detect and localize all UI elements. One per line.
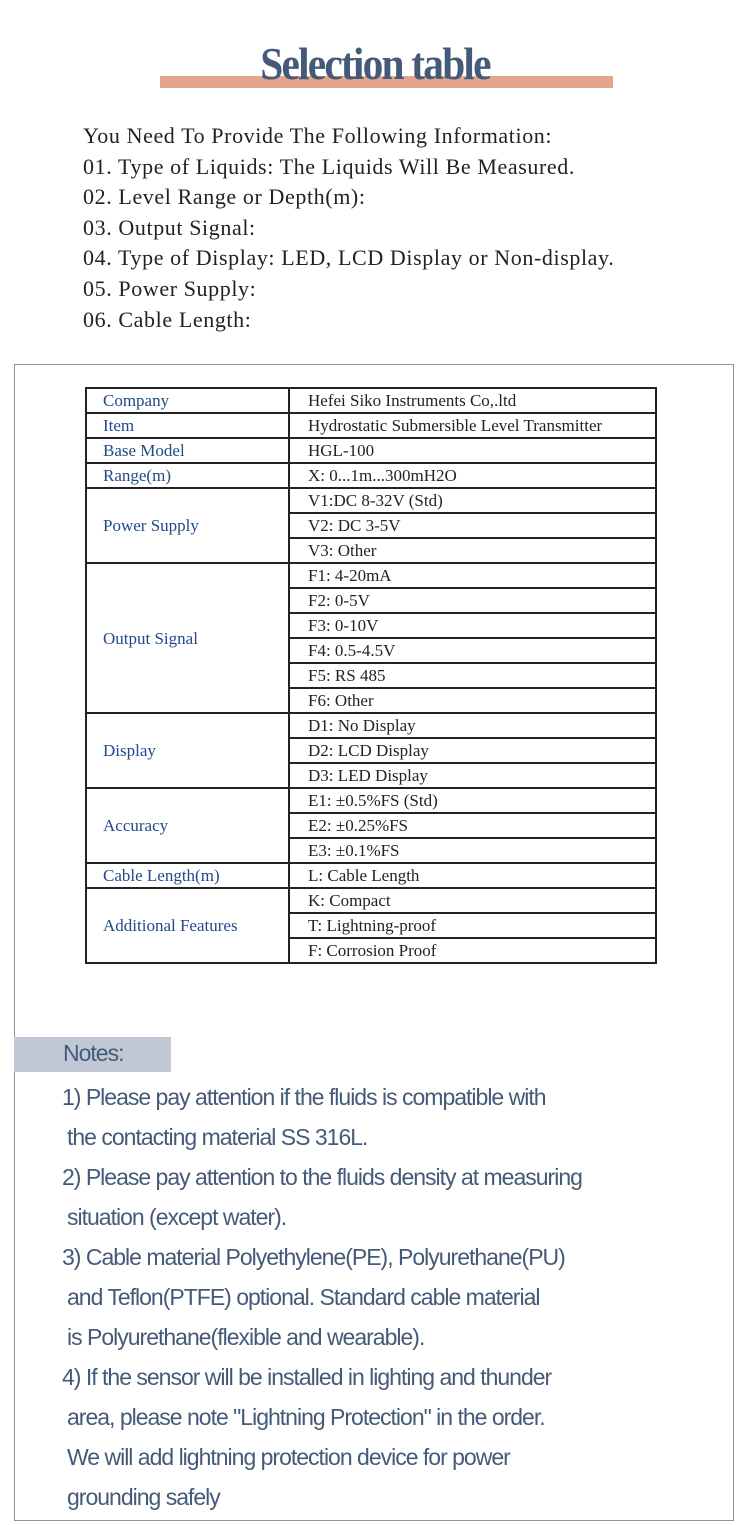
selection-table <box>85 387 657 964</box>
row-label: Display <box>86 713 289 788</box>
row-label: Range(m) <box>86 463 289 488</box>
table-row <box>86 888 656 913</box>
note-line: grounding safely <box>67 1484 220 1510</box>
option-value: E2: ±0.25%FS <box>289 813 656 838</box>
table-row <box>86 488 656 513</box>
row-label: Company <box>86 388 289 413</box>
option-value: V2: DC 3-5V <box>289 513 656 538</box>
note-line: and Teflon(PTFE) optional. Standard cable material <box>67 1284 540 1310</box>
intro-line: 05. Power Supply: <box>83 275 257 301</box>
note-line: the contacting material SS 316L. <box>67 1124 368 1150</box>
option-value: T: Lightning-proof <box>289 913 656 938</box>
intro-line: 06. Cable Length: <box>83 306 252 332</box>
row-label: Additional Features <box>86 888 289 963</box>
note-line: We will add lightning protection device for power <box>67 1444 510 1470</box>
notes-title: Notes: <box>63 1040 124 1066</box>
option-value: HGL-100 <box>289 438 656 463</box>
option-value: D2: LCD Display <box>289 738 656 763</box>
option-value: K: Compact <box>289 888 656 913</box>
option-value: V1:DC 8-32V (Std) <box>289 488 656 513</box>
option-value: V3: Other <box>289 538 656 563</box>
row-label: Base Model <box>86 438 289 463</box>
option-value: E1: ±0.5%FS (Std) <box>289 788 656 813</box>
option-value: F5: RS 485 <box>289 663 656 688</box>
row-label: Cable Length(m) <box>86 863 289 888</box>
intro-line: 04. Type of Display: LED, LCD Display or Non-display. <box>83 245 615 271</box>
option-value: F: Corrosion Proof <box>289 938 656 963</box>
row-label: Output Signal <box>86 563 289 713</box>
info-requirements <box>83 121 614 335</box>
option-value: Hefei Siko Instruments Co,.ltd <box>289 388 656 413</box>
intro-line: 03. Output Signal: <box>83 214 256 240</box>
note-line: 1) Please pay attention if the fluids is compatible with <box>62 1084 546 1110</box>
option-value: F4: 0.5-4.5V <box>289 638 656 663</box>
option-value: E3: ±0.1%FS <box>289 838 656 863</box>
intro-line: 01. Type of Liquids: The Liquids Will Be Measured. <box>83 153 575 179</box>
option-value: L: Cable Length <box>289 863 656 888</box>
table-row <box>86 463 656 488</box>
note-line: 2) Please pay attention to the fluids density at measuring <box>62 1164 582 1190</box>
note-line: is Polyurethane(flexible and wearable). <box>67 1324 425 1350</box>
table-row <box>86 413 656 438</box>
table-row <box>86 713 656 738</box>
table-row <box>86 388 656 413</box>
note-line: 4) If the sensor will be installed in lighting and thunder <box>62 1364 552 1390</box>
row-label: Power Supply <box>86 488 289 563</box>
intro-line: 02. Level Range or Depth(m): <box>83 184 366 210</box>
table-row <box>86 788 656 813</box>
option-value: X: 0...1m...300mH2O <box>289 463 656 488</box>
table-row <box>86 563 656 588</box>
intro-line: You Need To Provide The Following Information: <box>83 123 553 148</box>
option-value: D1: No Display <box>289 713 656 738</box>
note-line: situation (except water). <box>67 1204 287 1230</box>
note-line: area, please note "Lightning Protection" in the order. <box>67 1404 545 1430</box>
option-value: F6: Other <box>289 688 656 713</box>
table-row <box>86 438 656 463</box>
row-label: Item <box>86 413 289 438</box>
option-value: F2: 0-5V <box>289 588 656 613</box>
notes-list <box>62 1077 582 1517</box>
option-value: Hydrostatic Submersible Level Transmitter <box>289 413 656 438</box>
table-row <box>86 863 656 888</box>
page-title: Selection table <box>260 38 490 89</box>
row-label: Accuracy <box>86 788 289 863</box>
note-line: 3) Cable material Polyethylene(PE), Polyurethane(PU) <box>62 1244 565 1270</box>
option-value: D3: LED Display <box>289 763 656 788</box>
option-value: F1: 4-20mA <box>289 563 656 588</box>
option-value: F3: 0-10V <box>289 613 656 638</box>
